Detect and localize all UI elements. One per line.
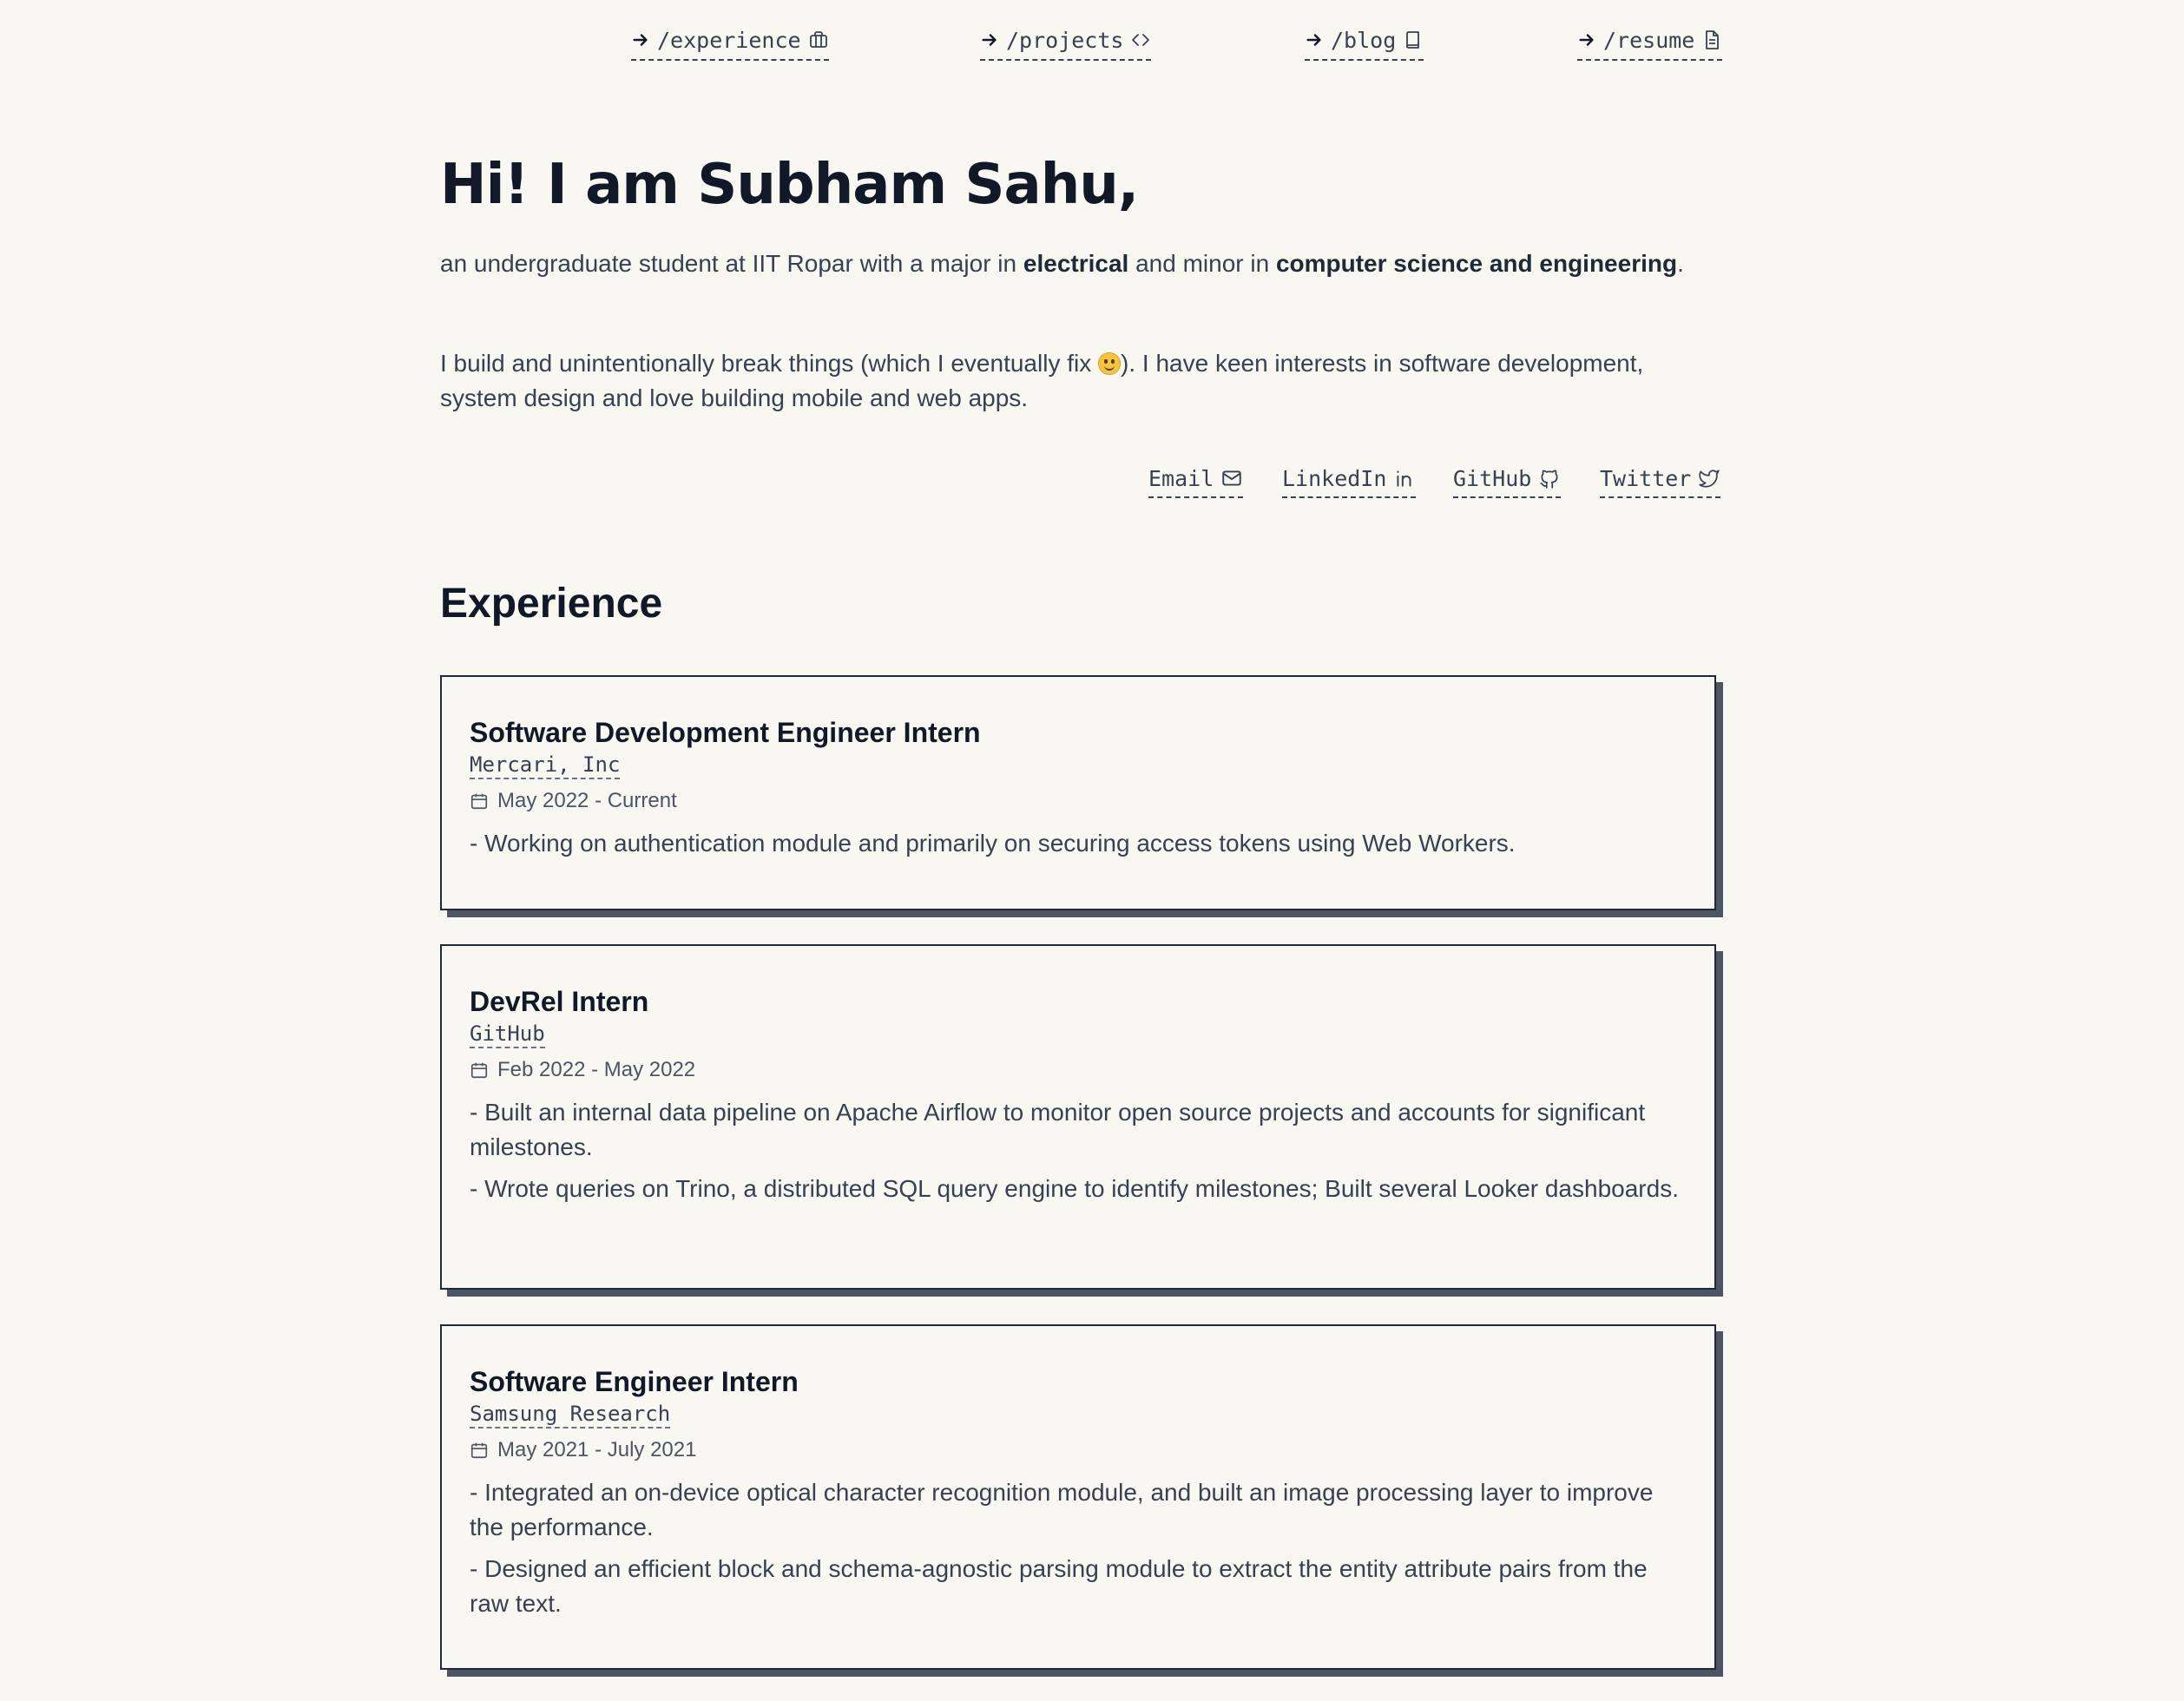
twitter-link[interactable]: [1600, 462, 1720, 498]
experience-card: [440, 944, 1716, 1290]
bullet-item: - Integrated an on-device optical character recognition module, and built an image processing layer to improve the performance.: [470, 1479, 1654, 1540]
twitter-label: Twitter: [1600, 465, 1692, 491]
bullet-item: - Designed an efficient block and schema-agnostic parsing module to extract the entity attribute pairs from the raw text.: [470, 1555, 1648, 1617]
nav-projects-link[interactable]: [980, 23, 1151, 61]
linkedin-icon: [1393, 467, 1416, 489]
date-text: May 2022 - Current: [497, 789, 677, 812]
bullet-list: [470, 1475, 1687, 1621]
arrow-right-icon: [980, 30, 999, 49]
nav-projects-label: /projects: [1006, 27, 1124, 53]
experience-card: [440, 675, 1716, 910]
email-label: Email: [1148, 465, 1214, 491]
bio-paragraph: [440, 346, 1716, 416]
document-icon: [1701, 30, 1722, 50]
calendar-icon: [470, 1441, 489, 1460]
bullet-item: - Working on authentication module and primarily on securing access tokens using Web Workers.: [470, 830, 1516, 857]
nav-blog-link[interactable]: [1305, 23, 1424, 61]
bullet-list: [470, 826, 1687, 861]
intro-suffix: .: [1677, 250, 1684, 277]
company-link[interactable]: Mercari, Inc: [470, 752, 620, 779]
briefcase-icon: [808, 30, 829, 50]
date-range: [470, 1057, 1687, 1083]
experience-card: [440, 1324, 1716, 1670]
arrow-right-icon: [631, 30, 650, 49]
date-text: May 2021 - July 2021: [497, 1438, 697, 1461]
date-range: [470, 788, 1687, 814]
date-text: Feb 2022 - May 2022: [497, 1058, 696, 1081]
bio-prefix: I build and unintentionally break things (which I eventually fix: [440, 350, 1098, 377]
intro-prefix: an undergraduate student at IIT Ropar with a major in: [440, 250, 1023, 277]
job-title: Software Development Engineer Intern: [470, 717, 981, 748]
email-link[interactable]: [1148, 462, 1243, 498]
github-link[interactable]: [1453, 462, 1561, 498]
nav-experience-link[interactable]: [631, 23, 829, 61]
bullet-item: - Wrote queries on Trino, a distributed SQL query engine to identify milestones; Built several Looker dashboards.: [470, 1175, 1679, 1202]
date-range: [470, 1437, 1687, 1463]
linkedin-label: LinkedIn: [1282, 465, 1387, 491]
nav-blog-label: /blog: [1331, 27, 1397, 53]
company-link[interactable]: GitHub: [470, 1021, 545, 1048]
twitter-icon: [1698, 467, 1720, 489]
github-label: GitHub: [1453, 465, 1532, 491]
job-title: Software Engineer Intern: [470, 1366, 799, 1397]
calendar-icon: [470, 1061, 489, 1080]
linkedin-link[interactable]: [1282, 462, 1416, 498]
intro-mid: and minor in: [1128, 250, 1276, 277]
arrow-right-icon: [1577, 30, 1596, 49]
bullet-item: - Built an internal data pipeline on Apache Airflow to monitor open source projects and accounts for significant milestones.: [470, 1099, 1646, 1160]
code-icon: [1130, 30, 1151, 50]
page-title: Hi! I am Subham Sahu,: [440, 153, 1139, 217]
experience-heading: Experience: [440, 581, 663, 627]
intro-minor: computer science and engineering: [1275, 250, 1678, 277]
github-icon: [1538, 467, 1561, 489]
nav-resume-link[interactable]: [1577, 23, 1722, 61]
intro-major: electrical: [1023, 250, 1129, 277]
arrow-right-icon: [1305, 30, 1324, 49]
job-title: DevRel Intern: [470, 986, 649, 1017]
smiley-emoji-icon: [1098, 352, 1121, 375]
mail-icon: [1220, 467, 1243, 489]
nav-resume-label: /resume: [1603, 27, 1695, 53]
intro-paragraph: [440, 246, 1716, 281]
bullet-list: [470, 1095, 1687, 1206]
calendar-icon: [470, 791, 489, 811]
bio-suffix: ). I have keen interests in software development, system design and love building mobile and web apps.: [440, 350, 1644, 411]
company-link[interactable]: Samsung Research: [470, 1401, 670, 1428]
nav-experience-label: /experience: [657, 27, 801, 53]
book-icon: [1403, 30, 1424, 50]
